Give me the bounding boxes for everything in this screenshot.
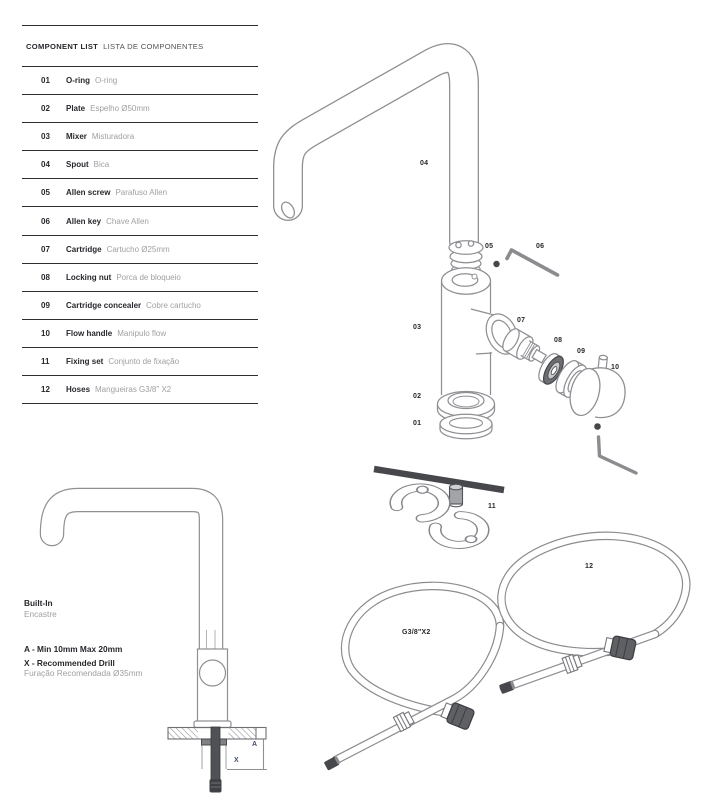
diagram-label-part03: 03 <box>413 324 422 331</box>
dim-x-note-pt: Furação Recomendada Ø35mm <box>24 667 143 678</box>
component-list-item-11 <box>22 348 258 376</box>
component-cnum: 05 <box>41 188 50 198</box>
component-cnum: 03 <box>41 132 50 142</box>
component-cnum: 06 <box>41 216 50 226</box>
component-ctrans: Parafuso Allen <box>115 188 168 198</box>
component-list-item-09 <box>22 292 258 320</box>
diagram-label-part02: 02 <box>413 393 422 400</box>
component-list-item-04 <box>22 151 258 179</box>
allen-screw-handle <box>594 423 601 430</box>
component-cnum: 04 <box>41 160 50 170</box>
component-ctrans: Chave Allen <box>106 216 149 226</box>
component-list-item-07 <box>22 236 258 264</box>
component-cname: Fixing set <box>66 356 104 366</box>
dim-x-note-title: X - Recommended Drill <box>24 657 115 668</box>
component-list-item-08 <box>22 264 258 292</box>
exploded-faucet-diagram <box>279 58 636 473</box>
dim-a-note: A - Min 10mm Max 20mm <box>24 644 123 654</box>
component-ctrans: Misturadora <box>91 132 135 142</box>
component-cname: Cartridge concealer <box>66 300 142 310</box>
component-list-header <box>22 26 258 67</box>
component-cname: Allen screw <box>66 188 111 198</box>
diagram-label-part12: 12 <box>585 563 594 570</box>
component-ctrans: Conjunto de fixação <box>108 356 180 366</box>
component-cname: Allen key <box>66 216 102 226</box>
component-ctrans: Bica <box>93 160 110 170</box>
fixing-set-diagram <box>374 469 504 547</box>
component-cname: Cartridge <box>66 244 102 254</box>
component-cname: Hoses <box>66 385 91 395</box>
component-list-item-01 <box>22 67 258 95</box>
component-cname: O-ring <box>66 76 90 86</box>
component-cnum: 12 <box>41 385 50 395</box>
component-ctrans: Mangueiras G3/8" X2 <box>95 385 172 395</box>
hoses-diagram <box>324 536 687 771</box>
component-cnum: 07 <box>41 244 50 254</box>
component-cnum: 01 <box>41 76 50 86</box>
component-ctrans: Cobre cartucho <box>146 300 201 310</box>
component-cname: Flow handle <box>66 328 113 338</box>
diagram-label-part11: 11 <box>488 503 496 510</box>
component-cnum: 10 <box>41 328 50 338</box>
diagram-label-dim-x: X <box>234 757 239 764</box>
diagram-label-dim-a: A <box>252 741 258 748</box>
component-cname: Spout <box>66 160 89 170</box>
component-ctrans: Manipulo flow <box>117 328 167 338</box>
diagram-label-part07: 07 <box>517 317 526 324</box>
component-list-item-12 <box>22 376 258 404</box>
component-list-title-en: COMPONENT LIST <box>26 41 99 51</box>
diagram-label-hose-spec: G3/8"X2 <box>402 629 431 636</box>
built-in-title-pt: Encastre <box>24 608 57 619</box>
component-cnum: 02 <box>41 104 50 114</box>
diagram-label-part10: 10 <box>611 364 620 371</box>
component-cname: Locking nut <box>66 272 112 282</box>
component-list-item-06 <box>22 207 258 235</box>
component-list-title-pt: LISTA DE COMPONENTES <box>103 41 204 51</box>
component-ctrans: Porca de bloqueio <box>116 272 181 282</box>
diagram-label-part04: 04 <box>420 160 429 167</box>
built-in-title-block <box>24 598 57 619</box>
component-list-item-02 <box>22 95 258 123</box>
diagram-label-part01: 01 <box>413 420 422 427</box>
component-list-item-05 <box>22 179 258 207</box>
component-cnum: 09 <box>41 300 50 310</box>
component-cname: Mixer <box>66 132 87 142</box>
allen-screw-05 <box>493 261 499 267</box>
component-list-item-10 <box>22 320 258 348</box>
component-cname: Plate <box>66 104 86 114</box>
dimension-notes <box>24 644 143 678</box>
component-ctrans: Cartucho Ø25mm <box>106 244 170 254</box>
component-cnum: 11 <box>41 356 50 366</box>
allen-key-handle <box>599 437 637 473</box>
component-ctrans: Espelho Ø50mm <box>90 104 150 114</box>
component-ctrans: O-ring <box>95 76 118 86</box>
diagram-label-part06: 06 <box>536 243 545 250</box>
component-list-item-03 <box>22 123 258 151</box>
built-in-title-en: Built-In <box>24 598 53 608</box>
o-ring-01 <box>440 414 492 439</box>
diagram-label-part09: 09 <box>577 348 586 355</box>
diagram-label-part08: 08 <box>554 337 563 344</box>
diagram-label-part05: 05 <box>485 243 494 250</box>
component-list <box>22 25 258 404</box>
allen-key-06 <box>507 250 558 275</box>
component-cnum: 08 <box>41 272 50 282</box>
